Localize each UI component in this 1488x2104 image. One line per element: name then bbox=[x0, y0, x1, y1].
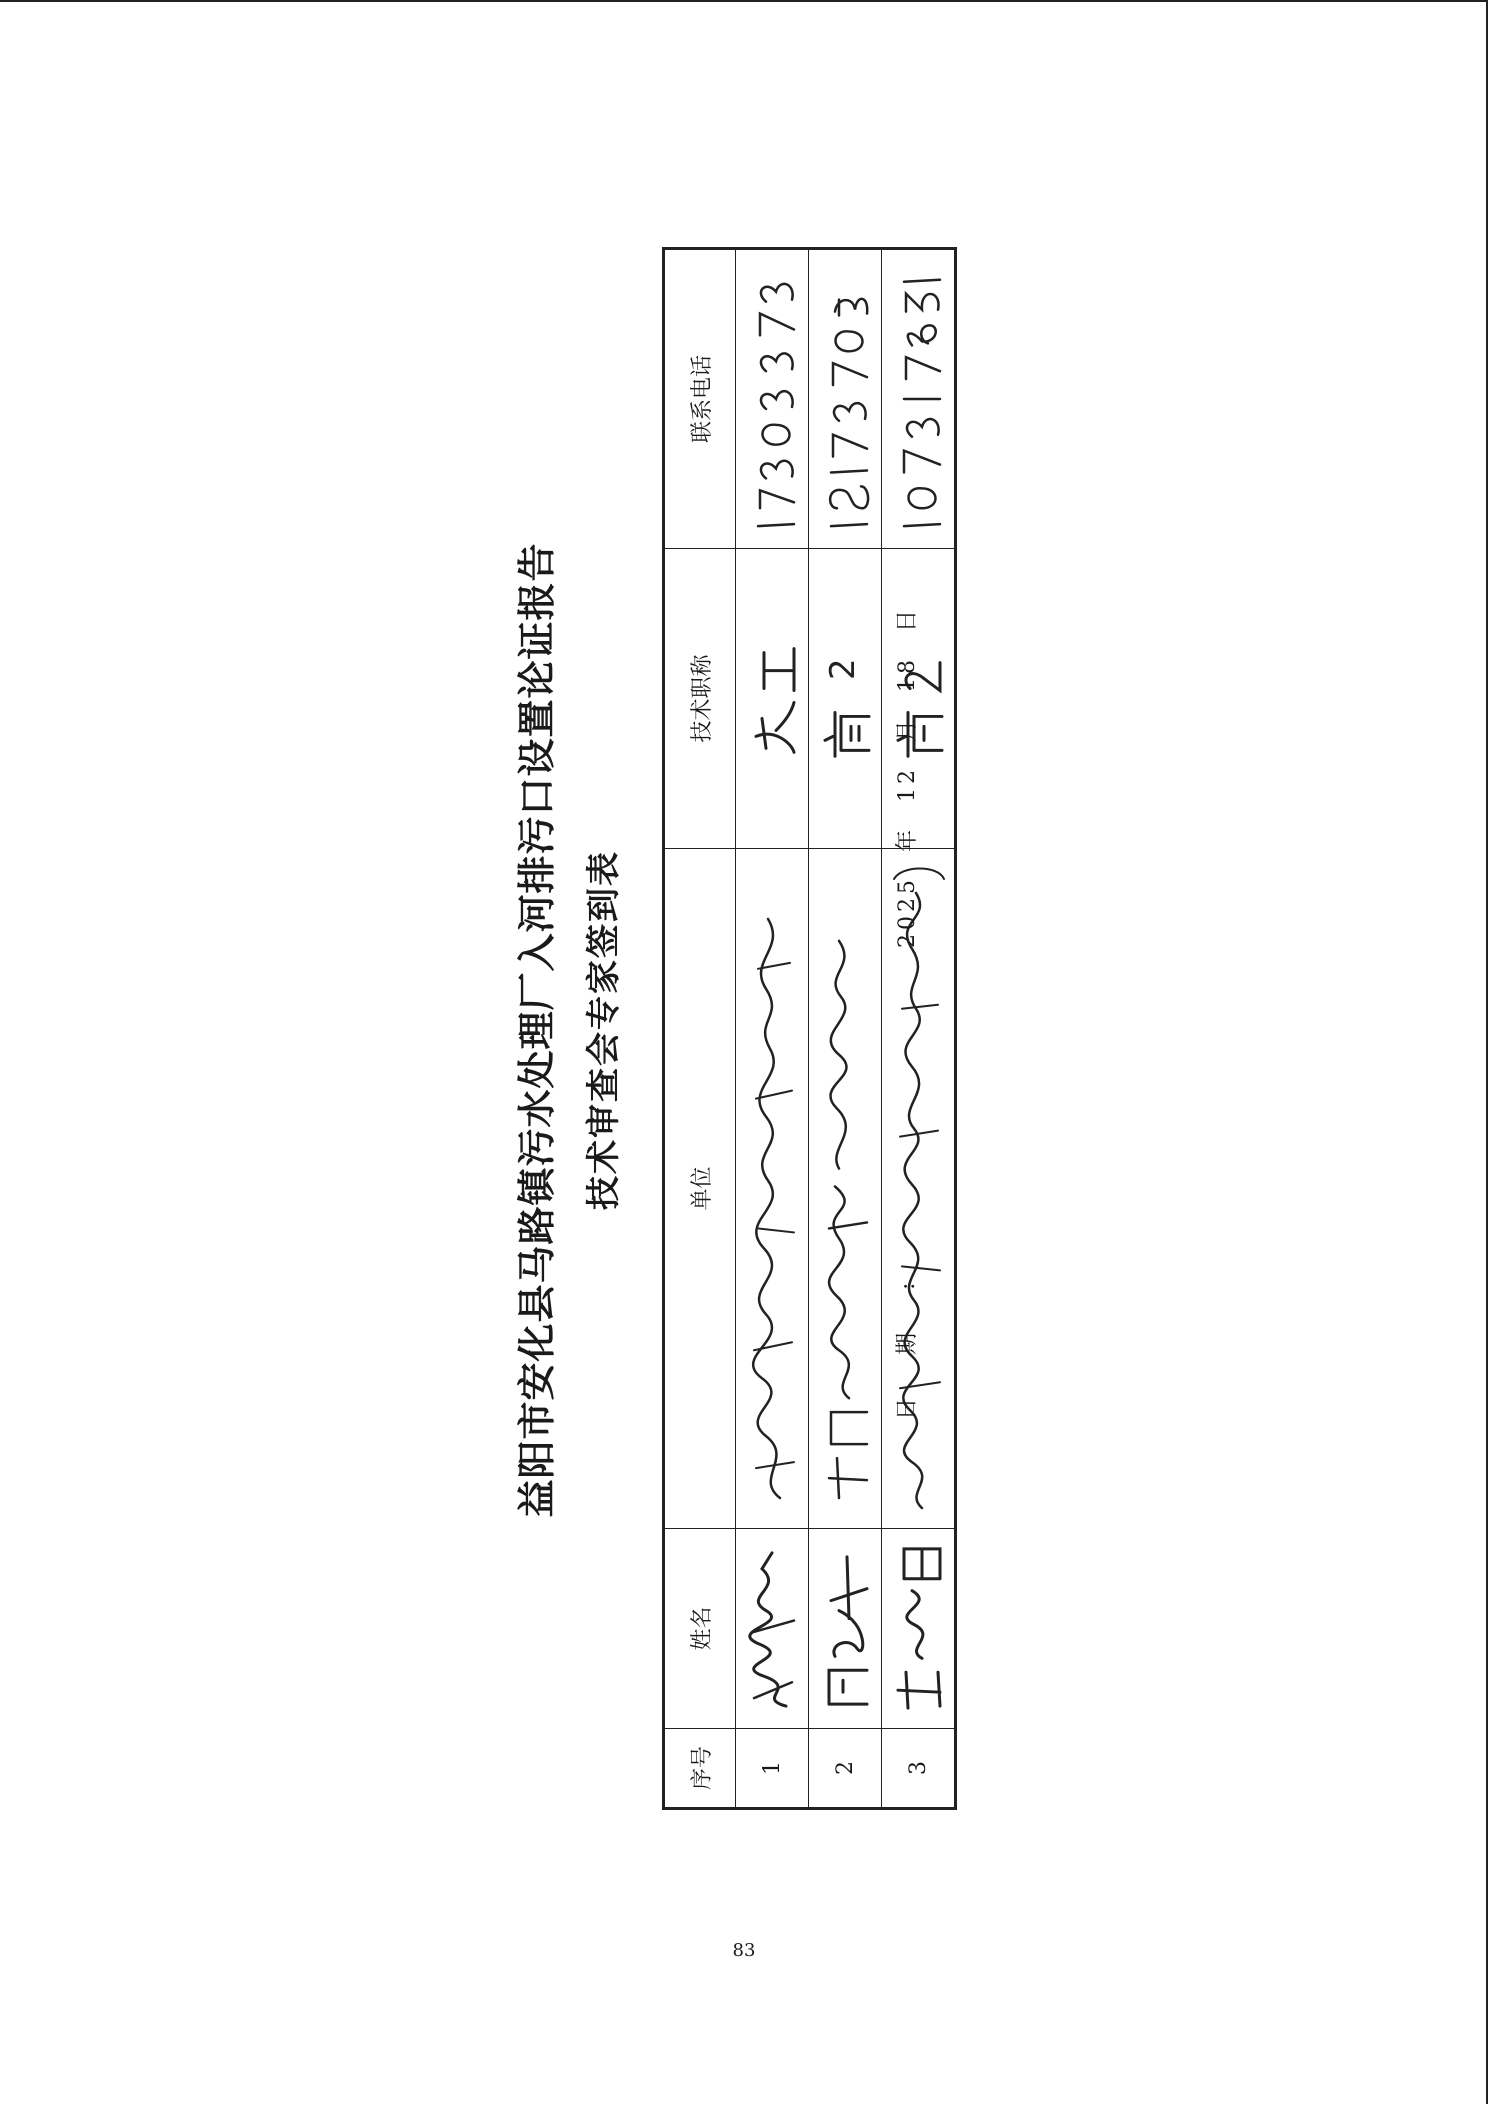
handwritten-entry bbox=[736, 250, 808, 548]
row-number: 2 bbox=[809, 1729, 882, 1809]
table-row bbox=[809, 249, 882, 1809]
handwritten-entry bbox=[736, 849, 808, 1528]
date-year-unit: 年 bbox=[895, 825, 920, 852]
handwritten-phone bbox=[736, 249, 809, 549]
date-day: 18 bbox=[895, 655, 920, 692]
date-day-unit: 日 bbox=[895, 605, 920, 632]
handwritten-entry bbox=[809, 549, 881, 848]
header-no: 序号 bbox=[664, 1729, 736, 1809]
handwritten-digit: 2 bbox=[823, 658, 863, 680]
date-month-unit: 月 bbox=[895, 715, 920, 742]
handwritten-entry bbox=[809, 250, 881, 548]
handwritten-unit bbox=[809, 849, 882, 1529]
date-label: 日 期 : bbox=[895, 1264, 920, 1420]
date-month: 12 bbox=[895, 765, 920, 802]
rotated-signin-sheet bbox=[512, 250, 932, 1810]
signature-name bbox=[809, 1529, 882, 1729]
page-top-border bbox=[0, 0, 1488, 2]
header-unit: 单位 bbox=[664, 849, 736, 1529]
header-name: 姓名 bbox=[664, 1529, 736, 1729]
row-number: 3 bbox=[882, 1729, 956, 1809]
date-year: 2025 bbox=[895, 876, 920, 948]
header-phone: 联系电话 bbox=[664, 249, 736, 549]
page-number: 83 bbox=[732, 1940, 756, 1961]
date-value bbox=[888, 594, 928, 960]
handwritten-phone bbox=[809, 249, 882, 549]
document-subtitle: 技术审查会专家签到表 bbox=[584, 850, 624, 1210]
signature-name bbox=[736, 1529, 809, 1729]
header-title: 技术职称 bbox=[664, 549, 736, 849]
table-row bbox=[736, 249, 809, 1809]
handwritten-entry bbox=[736, 549, 808, 848]
handwritten-unit bbox=[736, 849, 809, 1529]
handwritten-signature bbox=[809, 1529, 881, 1728]
row-number: 1 bbox=[736, 1729, 809, 1809]
handwritten-title bbox=[809, 549, 882, 849]
table-header-row bbox=[664, 249, 736, 1809]
document-title: 益阳市安化县马路镇污水处理厂入河排污口设置论证报告 bbox=[514, 542, 559, 1518]
date-row bbox=[888, 250, 928, 1810]
handwritten-title bbox=[736, 549, 809, 849]
handwritten-signature bbox=[736, 1529, 808, 1728]
handwritten-entry bbox=[809, 849, 881, 1528]
